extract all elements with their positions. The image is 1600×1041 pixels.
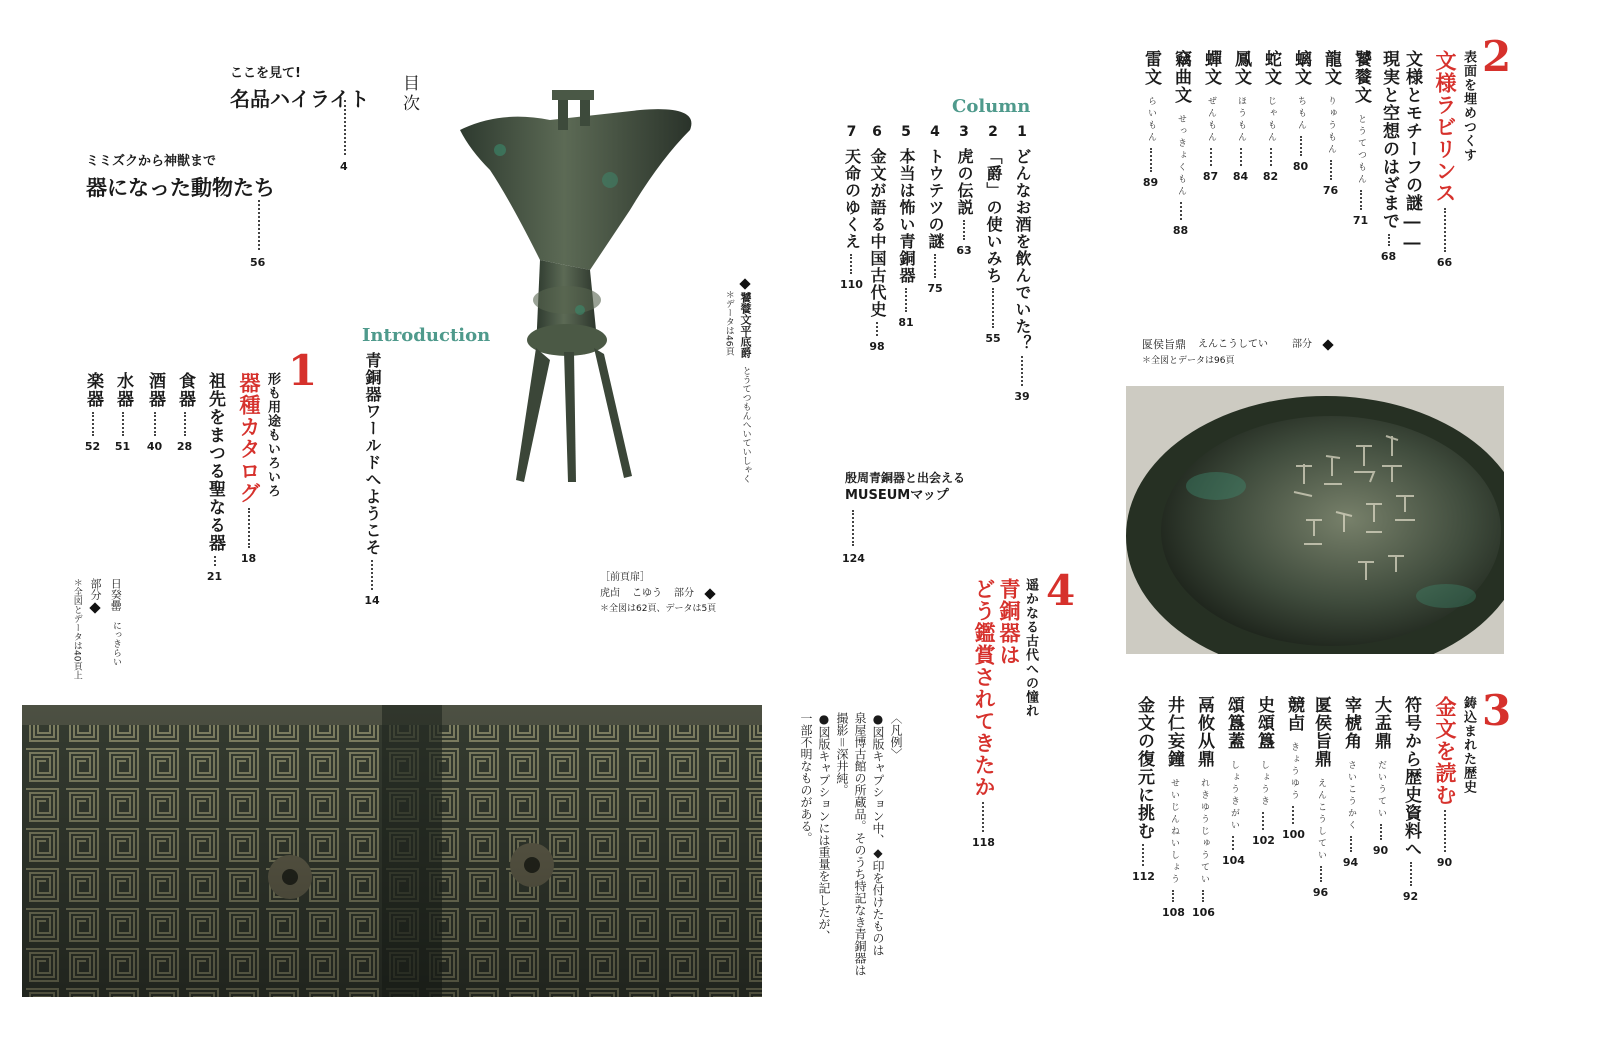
- chapter3-item-title: 史頌簋: [1253, 696, 1274, 750]
- leader: [1350, 836, 1352, 852]
- chapter4-leader: [982, 802, 984, 832]
- leader: [1150, 148, 1152, 172]
- chapter2-item-line2: 現実と空想のはざまで: [1379, 50, 1399, 230]
- chapter1-page: 18: [240, 552, 257, 565]
- chapter3-item-page: 106: [1192, 906, 1215, 919]
- museum-line1: 殷周青銅器と出会える: [845, 471, 966, 485]
- highlight-heading[interactable]: [230, 62, 369, 112]
- chapter2-item[interactable]: [1322, 50, 1339, 197]
- caption-jue: [722, 276, 752, 483]
- chapter3-number: 3: [1482, 686, 1512, 735]
- leader: [1021, 356, 1023, 386]
- caption-bottom-title: 日癸罍: [109, 578, 123, 611]
- chapter1-item-page: 51: [114, 440, 131, 453]
- chapter3-item-ruby: さいこうかく: [1346, 760, 1356, 832]
- chapter3-item[interactable]: [1252, 696, 1275, 847]
- chapter2-item[interactable]: [1232, 50, 1249, 183]
- leader: [1180, 202, 1182, 220]
- chapter3-item-title: 宰椃角: [1341, 696, 1361, 750]
- chapter3-item-page: 96: [1312, 886, 1329, 899]
- leader: [1270, 148, 1272, 166]
- notes-label: 〈凡例〉: [889, 712, 903, 760]
- chapter1-item[interactable]: [176, 372, 193, 453]
- chapter4-sub: 遥かなる古代への憧れ: [1023, 578, 1038, 718]
- chapter1-item[interactable]: [206, 372, 223, 583]
- column-page: 98: [869, 340, 885, 353]
- chapter2-item-title: 鳳文: [1231, 50, 1251, 86]
- caption-front-ruby: こゆう: [632, 588, 662, 599]
- leader: [850, 254, 852, 274]
- chapter3-item[interactable]: [1192, 696, 1215, 919]
- chapter3-item-ruby: れきゆうじゅうてい: [1198, 778, 1209, 886]
- column-page: 55: [985, 332, 1001, 345]
- chapter2-item-page: 76: [1322, 184, 1339, 197]
- column-number: 6: [872, 124, 882, 140]
- caption-ding-title: 匽侯旨鼎: [1142, 338, 1186, 351]
- chapter3-item[interactable]: [1342, 696, 1359, 869]
- chapter4-title1[interactable]: 青銅器は: [997, 578, 1021, 666]
- column-title: 虎の伝説: [955, 148, 974, 216]
- chapter3-item-page: 90: [1372, 844, 1389, 857]
- caption-front-title: 虎卣: [600, 588, 620, 599]
- column-entry[interactable]: [956, 124, 972, 257]
- toc-label: 目次: [399, 74, 419, 114]
- column-title: 金文が語る中国古代史: [868, 148, 887, 318]
- chapter3-item[interactable]: [1402, 696, 1419, 903]
- chapter3-item-title: 大盂鼎: [1371, 696, 1391, 750]
- chapter3-entry[interactable]: [1434, 696, 1455, 869]
- chapter2-item-ruby: とうてつもん: [1356, 114, 1366, 186]
- notes: [800, 712, 902, 976]
- chapter2-item-title: 螭文: [1291, 50, 1311, 86]
- caption-ding-ruby: えんこうしてい: [1198, 338, 1268, 350]
- column-entry[interactable]: [898, 124, 914, 329]
- chapter3-item-title: 鬲攸从鼎: [1193, 696, 1214, 768]
- leader: [184, 412, 186, 436]
- column-title: 天命のゆくえ: [842, 148, 862, 250]
- chapter4-title2: どう鑑賞されてきたか: [971, 578, 996, 798]
- column-number: 4: [930, 124, 940, 140]
- chapter1-item-title: 酒器: [145, 372, 165, 408]
- caption-front-label: ［前頁扉］: [600, 572, 650, 583]
- leader: [122, 412, 124, 436]
- chapter3-item-title: 匽侯旨鼎: [1311, 696, 1331, 768]
- column-number: 2: [988, 124, 998, 140]
- caption-jue-title: 饕餮文平底爵: [738, 292, 752, 358]
- chapter3-item-ruby: しょうきがい: [1228, 760, 1239, 832]
- intro-label: Introduction: [362, 325, 491, 346]
- notes-line5: 一部不明なものがある。: [799, 712, 813, 844]
- leader: [1232, 836, 1234, 850]
- chapter2-item-line1: 文様とモチーフの謎――: [1402, 50, 1422, 254]
- chapter3-item-ruby: だいうてい: [1376, 760, 1386, 820]
- leader: [154, 412, 156, 436]
- animals-heading[interactable]: [86, 150, 275, 202]
- caption-ding-note: ＊全図とデータは96頁: [1142, 355, 1235, 366]
- animals-leader: [258, 200, 260, 250]
- highlight-page: 4: [340, 160, 348, 173]
- leader: [1240, 148, 1242, 166]
- intro-leader: [371, 560, 373, 590]
- caption-bottom-part: 部分: [88, 578, 102, 600]
- chapter2-item-ruby: じゃもん: [1266, 96, 1276, 144]
- notes-line4: ●図版キャプションには重量を記したが、: [817, 712, 831, 942]
- column-number: 5: [901, 124, 911, 140]
- chapter1-leader: [248, 508, 250, 548]
- chapter3-sub: 鋳込まれた歴史: [1461, 696, 1476, 794]
- chapter3-page: 90: [1436, 856, 1453, 869]
- column-entry[interactable]: [927, 124, 943, 295]
- chapter3-leader: [1444, 810, 1446, 852]
- chapter4-page: 118: [972, 836, 995, 849]
- chapter3-item-title: 金文の復元に挑む: [1133, 696, 1154, 840]
- chapter2-title: 文様ラビリンス: [1433, 50, 1457, 204]
- chapter1-item-title: 食器: [175, 372, 195, 408]
- chapter3-item-ruby: えんこうしてい: [1316, 778, 1326, 862]
- chapter4-entry[interactable]: [972, 578, 995, 849]
- museum-page: 124: [842, 552, 865, 565]
- leader: [1142, 844, 1144, 866]
- column-entry[interactable]: [840, 124, 863, 291]
- highlight-title: 名品ハイライト: [230, 87, 370, 111]
- intro-page: 14: [364, 594, 380, 607]
- chapter3-item-page: 108: [1162, 906, 1185, 919]
- chapter3-item[interactable]: [1312, 696, 1329, 899]
- leader: [992, 288, 994, 328]
- notes-line2: 泉屋博古館の所蔵品。そのうち特記なき青銅器は: [853, 712, 867, 976]
- chapter2-item-title: 蟬文: [1201, 50, 1221, 86]
- column-number: 3: [959, 124, 969, 140]
- chapter2-item-ruby: ほうもん: [1236, 96, 1246, 144]
- leader: [214, 556, 216, 566]
- leader: [905, 288, 907, 312]
- leader: [934, 254, 936, 278]
- museum-leader: [852, 510, 854, 546]
- chapter2-item-page: 82: [1262, 170, 1279, 183]
- caption-bottom-note: ＊全図とデータは40頁上: [71, 578, 82, 680]
- caption-jue-ruby: とうてつもんへいていしゃく: [740, 366, 751, 483]
- leader: [963, 220, 965, 240]
- column-label: Column: [952, 96, 1031, 117]
- leader: [1410, 862, 1412, 886]
- chapter2-item-title: 竊曲文: [1171, 50, 1191, 104]
- diamond-icon: [89, 602, 100, 613]
- leader: [1172, 890, 1174, 902]
- column-page: 75: [927, 282, 943, 295]
- leader: [1300, 136, 1302, 156]
- column-page: 39: [1014, 390, 1030, 403]
- chapter1-sub: 形も用途もいろいろ: [265, 372, 280, 498]
- chapter3-item-ruby: しょうき: [1258, 760, 1269, 808]
- caption-ding-part: 部分: [1292, 338, 1312, 350]
- column-page: 81: [898, 316, 914, 329]
- chapter3-item-ruby: きょうゆう: [1288, 742, 1299, 802]
- caption-bottom-ruby: にっきらい: [110, 621, 121, 666]
- chapter3-item-page: 92: [1402, 890, 1419, 903]
- chapter3-item-title: 頌簋蓋: [1223, 696, 1244, 750]
- lei-pattern-image: [22, 705, 762, 997]
- leader: [1388, 234, 1390, 246]
- jue-vessel-image: [440, 90, 720, 490]
- chapter3-item-title: 符号から歴史資料へ: [1401, 696, 1421, 858]
- column-page: 63: [956, 244, 972, 257]
- chapter1-entry[interactable]: [238, 372, 259, 565]
- chapter2-entry[interactable]: [1434, 50, 1455, 269]
- diamond-icon: [1322, 339, 1333, 350]
- chapter2-item[interactable]: [1202, 50, 1219, 183]
- chapter2-item-page: 71: [1352, 214, 1369, 227]
- caption-front-part: 部分: [674, 588, 694, 599]
- chapter1-number: 1: [288, 346, 318, 395]
- notes-line1: ●図版キャプション中、◆印を付けたものは: [871, 712, 885, 956]
- animals-sub: ミミズクから神獣まで: [86, 154, 217, 169]
- chapter2-item-page: 88: [1172, 224, 1189, 237]
- chapter2-item-title: 蛇文: [1261, 50, 1281, 86]
- column-title: どんなお酒を飲んでいた？: [1013, 148, 1032, 352]
- highlight-leader: [344, 100, 346, 155]
- chapter1-item-title: 水器: [113, 372, 133, 408]
- chapter2-item[interactable]: [1380, 50, 1420, 263]
- chapter2-item[interactable]: [1172, 50, 1189, 237]
- column-page: 110: [840, 278, 863, 291]
- animals-title: 器になった動物たち: [86, 176, 275, 200]
- caption-jue-note: ＊データは46頁: [723, 290, 734, 356]
- intro-title: 青銅器ワールドへようこそ: [363, 352, 382, 556]
- column-entry[interactable]: [869, 124, 885, 353]
- highlight-sub: ここを見て!: [230, 66, 301, 81]
- diamond-icon: [704, 588, 715, 599]
- chapter3-item-page: 104: [1222, 854, 1245, 867]
- chapter1-item[interactable]: [146, 372, 163, 453]
- chapter2-item-title: 龍文: [1321, 50, 1341, 86]
- caption-bottom: [70, 578, 122, 679]
- ding-inscription-image: [1126, 386, 1504, 654]
- chapter1-item-title: 祖先をまつる聖なる器: [205, 372, 225, 552]
- chapter1-item-page: 40: [146, 440, 163, 453]
- chapter2-item-title: 饕餮文: [1351, 50, 1371, 104]
- chapter2-item[interactable]: [1292, 50, 1309, 173]
- chapter2-number: 2: [1482, 32, 1512, 81]
- notes-line3: 撮影＝深井純。: [835, 712, 849, 796]
- chapter2-item-ruby: せっきょくもん: [1176, 114, 1186, 198]
- chapter1-item[interactable]: [114, 372, 131, 453]
- chapter3-item-page: 112: [1132, 870, 1155, 883]
- chapter2-item-ruby: ちもん: [1296, 96, 1306, 132]
- caption-front: [600, 570, 716, 616]
- chapter1-item-page: 28: [176, 440, 193, 453]
- chapter1-item-page: 21: [206, 570, 223, 583]
- chapter3-item[interactable]: [1372, 696, 1389, 857]
- chapter3-item-title: 井仁妄鐘: [1163, 696, 1184, 768]
- leader: [1202, 890, 1204, 902]
- chapter2-item[interactable]: [1142, 50, 1159, 189]
- chapter2-item[interactable]: [1262, 50, 1279, 183]
- column-number: 7: [846, 124, 857, 140]
- chapter3-item[interactable]: [1222, 696, 1245, 867]
- chapter2-page: 66: [1436, 256, 1453, 269]
- chapter2-item-page: 89: [1142, 176, 1159, 189]
- caption-front-note: ＊全図は62頁、データは5頁: [600, 604, 717, 614]
- chapter3-item-page: 100: [1282, 828, 1305, 841]
- chapter4-number: 4: [1046, 566, 1076, 615]
- leader: [92, 412, 94, 436]
- column-entry[interactable]: [985, 124, 1001, 345]
- chapter3-item-page: 94: [1342, 856, 1359, 869]
- caption-ding: [1142, 336, 1332, 368]
- chapter1-item[interactable]: [84, 372, 101, 453]
- column-title: 本当は怖い青銅器: [897, 148, 916, 284]
- chapter3-item-page: 102: [1252, 834, 1275, 847]
- leader: [1360, 190, 1362, 210]
- chapter1-item-title: 楽器: [83, 372, 103, 408]
- intro-entry[interactable]: [364, 352, 380, 607]
- chapter1-title: 器種カタログ: [237, 372, 261, 504]
- leader: [1320, 866, 1322, 882]
- column-number: 1: [1017, 124, 1027, 140]
- column-title: 「爵」の使いみち: [984, 148, 1003, 284]
- leader: [876, 322, 878, 336]
- chapter3-item-ruby: せいじんねいしょう: [1168, 778, 1179, 886]
- museum-heading[interactable]: [845, 470, 965, 505]
- leader: [1210, 148, 1212, 166]
- leader: [1380, 824, 1382, 840]
- chapter2-item-page: 87: [1202, 170, 1219, 183]
- chapter2-leader: [1444, 208, 1446, 252]
- museum-line2: MUSEUMマップ: [845, 487, 949, 503]
- leader: [1262, 812, 1264, 830]
- chapter2-item-page: 68: [1380, 250, 1397, 263]
- chapter2-item-page: 80: [1292, 160, 1309, 173]
- column-entry[interactable]: [1014, 124, 1030, 403]
- chapter2-item-title: 雷文: [1141, 50, 1161, 86]
- column-title: トウテツの謎: [926, 148, 945, 250]
- leader: [1330, 160, 1332, 180]
- chapter3-item[interactable]: [1132, 696, 1155, 883]
- chapter2-item-ruby: りゅうもん: [1326, 96, 1336, 156]
- chapter2-item-ruby: ぜんもん: [1206, 96, 1216, 144]
- chapter2-item[interactable]: [1352, 50, 1369, 227]
- chapter1-item-page: 52: [84, 440, 101, 453]
- animals-page: 56: [250, 256, 266, 269]
- chapter3-item[interactable]: [1162, 696, 1185, 919]
- leader: [1292, 806, 1294, 824]
- chapter2-sub: 表面を埋めつくす: [1461, 50, 1476, 162]
- chapter3-item[interactable]: [1282, 696, 1305, 841]
- chapter3-title: 金文を読む: [1433, 696, 1457, 806]
- diamond-icon: [739, 278, 750, 289]
- chapter3-item-title: 競卣: [1283, 696, 1304, 732]
- chapter2-item-ruby: らいもん: [1146, 96, 1156, 144]
- chapter2-item-page: 84: [1232, 170, 1249, 183]
